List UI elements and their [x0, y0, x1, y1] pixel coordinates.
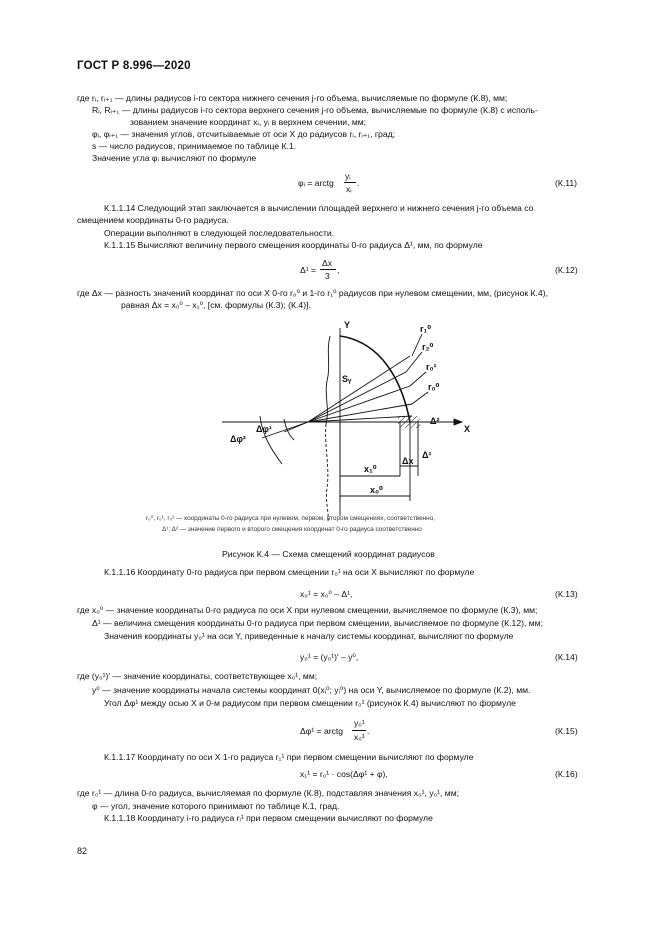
formula-k11-numerator: yᵢ [345, 171, 351, 181]
label-y: Y [344, 320, 351, 330]
text-line: К.1.1.15 Вычисляют величину первого смещения координаты 0-го радиуса Δ¹, мм, по формуле [104, 240, 483, 250]
page-number: 82 [77, 846, 88, 856]
figure-legend-line: r₀⁰, r₀¹, r₀² — координаты 0-го радиуса при нулевом, первом, втором смещениях, соответственно, [146, 515, 436, 522]
formula-k12-tail: , [337, 265, 340, 275]
equation-number: (К.12) [555, 265, 578, 275]
fraction-bar [352, 730, 366, 731]
formula-k15-tail: . [367, 726, 370, 736]
label-delta2: Δ² [430, 416, 440, 426]
text-line: К.1.1.18 Координату i-го радиуса rᵢ¹ при первом смещении вычисляют по формуле [104, 813, 433, 823]
label-x10: x₁⁰ [364, 464, 377, 474]
equation-number: (К.14) [555, 652, 578, 662]
text-line: где r₀¹ — длина 0-го радиуса, вычисляемая по формуле (К.8), подставляя значения x₀¹, y₀¹, мм; [77, 788, 459, 798]
text-line: К.1.1.16 Координату 0-го радиуса при первом смещении r₀¹ на оси X вычисляют по формуле [104, 567, 475, 577]
label-r20: r₂⁰ [422, 342, 434, 352]
text-line: смещением координаты 0-го радиуса. [77, 215, 229, 225]
label-sy: Sᵧ [342, 374, 352, 384]
text-line: где Δx — разность значений координат по оси X 0-го r₀⁰ и 1-го r₁⁰ радиусов при нулевом смещении, мм, (рисунок К.4), [77, 288, 548, 298]
equation-number: (К.13) [555, 589, 578, 599]
text-line: где rᵢ, rᵢ₊₁ — длины радиусов i-го сектора нижнего сечения j-го объема, вычисляемые по формуле (К.8), мм; [77, 93, 508, 103]
text-line: φᵢ, φᵢ₊₁ — значения углов, отсчитываемые от оси X до радиусов rᵢ, rᵢ₊₁, град; [92, 129, 396, 139]
equation-number: (К.16) [555, 769, 578, 779]
label-x00: x₀⁰ [370, 485, 384, 495]
text-line: Δ¹ — величина смещения координаты 0-го радиуса при первом смещении, вычисляемое по формуле (К.12), мм; [92, 618, 543, 628]
formula-k11-denominator: xᵢ [346, 184, 352, 194]
formula-k11-tail: . [357, 178, 360, 188]
text-line: где (y₀¹)′ — значение координаты, соответствующее x₀¹, мм; [77, 671, 318, 681]
text-line: К.1.1.17 Координату по оси X 1-го радиуса r₁¹ при первом смещении вычисляют по формуле [104, 752, 474, 762]
radius-r10 [308, 356, 410, 422]
text-line: Операции выполняют в следующей последовательности. [104, 228, 335, 238]
equation-number: (К.11) [555, 178, 578, 188]
text-line: Значения координаты y₀¹ на оси Y, приведенные к началу системы координат, вычисляют по формуле [104, 631, 514, 641]
label-x: X [464, 424, 471, 434]
text-line: где x₀⁰ — значение координаты 0-го радиуса по оси X при нулевом смещении, вычисляемое по формуле (К.3), мм; [77, 605, 538, 615]
document-header: ГОСТ Р 8.996—2020 [77, 60, 191, 72]
text-line: s — число радиусов, принимаемое по таблице К.1. [92, 141, 297, 151]
text-line: зованием значение координат xᵢ, yᵢ в верхнем сечении, мм; [130, 117, 367, 127]
figure-legend-line: Δ¹; Δ² — значение первого и второго смещения координат 0-го радиуса соответственно [162, 526, 422, 533]
fraction-bar [320, 269, 336, 270]
formula-k16: x₁¹ = r₀¹ · cos(Δφ¹ + φ), [300, 769, 388, 779]
label-dphi2: Δφ² [230, 434, 246, 444]
label-dphi1: Δφ¹ [256, 424, 272, 434]
figure-caption: Рисунок К.4 — Схема смещений координат радиусов [222, 549, 435, 559]
radius-r20 [308, 372, 406, 422]
label-r10: r₁⁰ [420, 324, 432, 334]
label-dx: Δx [402, 456, 414, 466]
formula-k11-lhs: φᵢ = arctg [298, 178, 334, 188]
text-line: равная Δx = x₀⁰ – x₁⁰, [см. формулы (К.3); (К.4)]. [121, 300, 311, 310]
text-line: y⁰ — значение координаты начала системы координат 0(xᵢ⁰; yᵢ⁰) на оси Y, вычисляемое по формуле (К.2), мм. [92, 685, 531, 695]
text-line: Rᵢ, Rᵢ₊₁ — длины радиусов i-го сектора верхнего сечения j-го объема, вычисляемые по формуле (К.8) с исполь- [92, 105, 538, 115]
label-r01: r₀¹ [426, 362, 437, 372]
formula-k13: x₀¹ = x₀⁰ – Δ¹, [300, 589, 353, 599]
formula-k12-numerator: Δx [322, 258, 333, 268]
figure-k4-diagram [200, 316, 490, 526]
text-line: φ — угол, значение которого принимают по таблице К.1, град. [92, 801, 340, 811]
label-r00: r₀⁰ [428, 382, 440, 392]
fraction-bar [344, 182, 356, 183]
text-line: К.1.1.14 Следующий этап заключается в вычислении площадей верхнего и нижнего сечения j-го объема со [104, 203, 534, 213]
formula-k12-lhs: Δ¹ = [300, 265, 317, 275]
formula-k15-numerator: y₀¹ [354, 718, 365, 728]
label-delta1: Δ¹ [422, 450, 432, 460]
equation-number: (К.15) [555, 726, 578, 736]
formula-k15-denominator: x₀¹ [354, 732, 365, 742]
formula-k14: y₀¹ = (y₀¹)′ – y⁰, [300, 652, 359, 662]
text-line: Угол Δφ¹ между осью X и 0-м радиусом при первом смещении r₀¹ (рисунок К.4) вычисляют по формуле [104, 698, 516, 708]
formula-k15-lhs: Δφ¹ = arctg [300, 726, 344, 736]
formula-k12-denominator: 3 [325, 271, 330, 281]
text-line: Значение угла φᵢ вычисляют по формуле [92, 153, 257, 163]
